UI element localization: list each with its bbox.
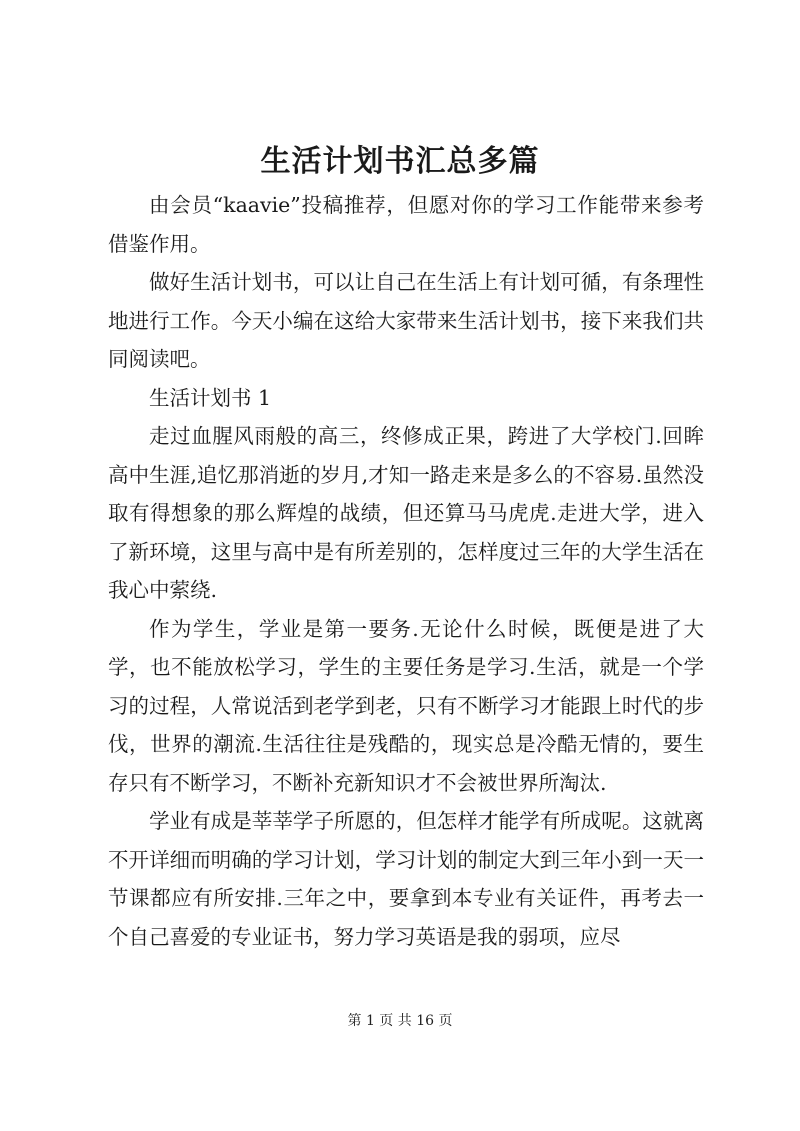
paragraph: 学业有成是莘莘学子所愿的，但怎样才能学有所成呢。这就离不开详细而明确的学习计划，学习计划的制定大到三年小到一天一节课都应有所安排.三年之中，要拿到本专业有关证件，再考去一个自己喜爱的专业证书，努力学习英语是我的弱项，应尽 [108,809,704,949]
paragraph: 作为学生，学业是第一要务.无论什么时候，既便是进了大学，也不能放松学习，学生的主要任务是学习.生活，就是一个学习的过程，人常说活到老学到老，只有不断学习才能跟上时代的步伐，世界的潮流.生活往往是残酷的，现实总是冷酷无情的，要生存只有不断学习，不断补充新知识才不会被世界所淘汰. [108,616,704,795]
paragraph-preface: 做好生活计划书，可以让自己在生活上有计划可循，有条理性地进行工作。今天小编在这给大家带来生活计划书，接下来我们共同阅读吧。 [108,270,704,371]
page-number-footer: 第 1 页 共 16 页 [347,1013,453,1029]
section-heading: 生活计划书 1 [149,385,272,410]
paragraph: 走过血腥风雨般的高三，终修成正果，跨进了大学校门.回眸高中生涯,追忆那消逝的岁月,才知一路走来是多么的不容易.虽然没取有得想象的那么辉煌的战绩，但还算马马虎虎.走进大学，进入了新环境，这里与高中是有所差别的，怎样度过三年的大学生活在我心中萦绕. [108,424,704,602]
document-title: 生活计划书汇总多篇 [260,144,540,179]
document-body [108,186,704,956]
paragraph-intro: 由会员“kaavie”投稿推荐，但愿对你的学习工作能带来参考借鉴作用。 [108,193,704,256]
